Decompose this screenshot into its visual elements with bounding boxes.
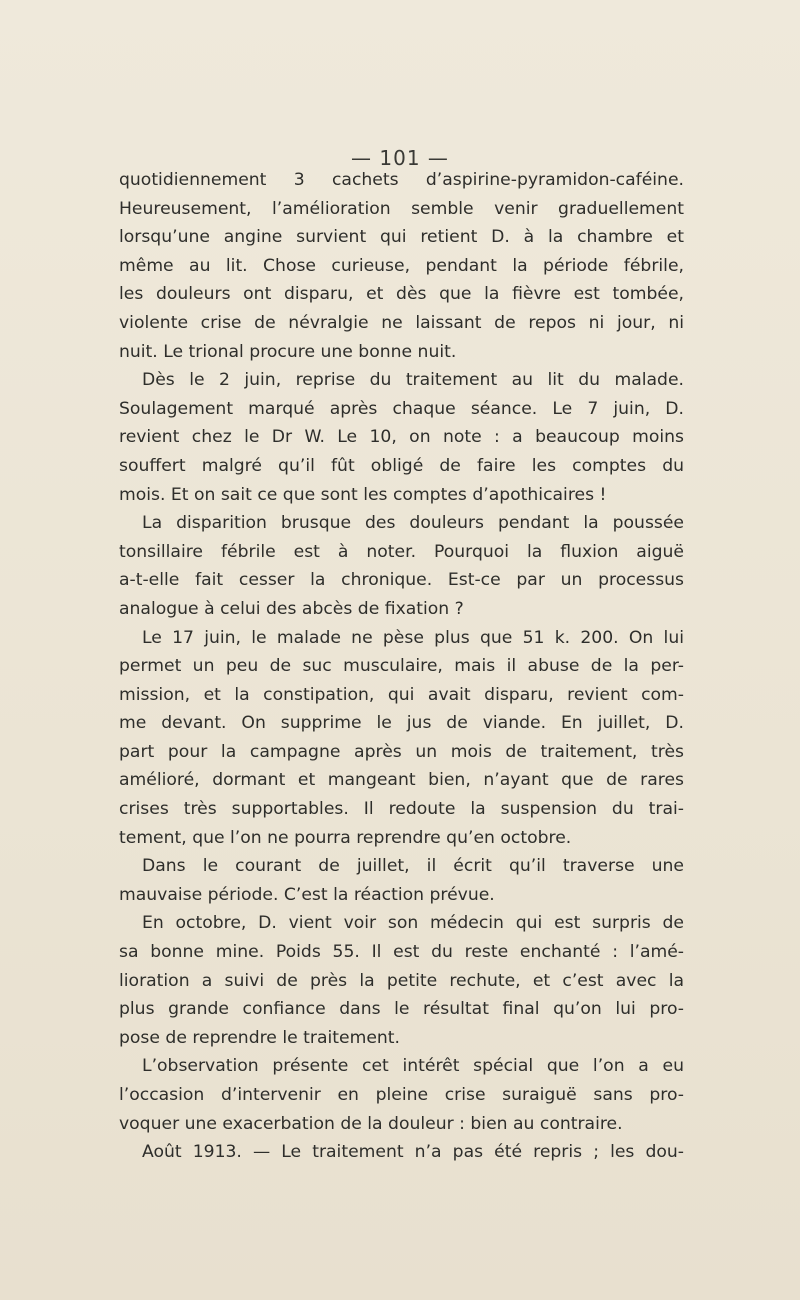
text-line: voquer une exacerbation de la douleur : bien au contraire.: [119, 1113, 623, 1134]
text-line: mois. Et on sait ce que sont les comptes d’apothicaires !: [119, 484, 607, 505]
text-line: sa bonne mine. Poids 55. Il est du reste enchanté : l’amé-: [119, 942, 684, 963]
text-line: revient chez le Dr W. Le 10, on note : a beaucoup moins: [119, 427, 684, 448]
text-line: nuit. Le trional procure une bonne nuit.: [119, 341, 457, 362]
text-line: En octobre, D. vient voir son médecin qui est surpris de: [142, 913, 684, 934]
text-line: Soulagement marqué après chaque séance. Le 7 juin, D.: [119, 398, 684, 419]
text-line: Le 17 juin, le malade ne pèse plus que 51 k. 200. On lui: [142, 627, 684, 648]
text-line: amélioré, dormant et mangeant bien, n’ayant que de rares: [119, 770, 684, 791]
text-line: Dans le courant de juillet, il écrit qu’il traverse une: [142, 856, 684, 877]
text-line: même au lit. Chose curieuse, pendant la période fébrile,: [119, 255, 684, 276]
text-line: crises très supportables. Il redoute la suspension du trai-: [119, 799, 684, 820]
page-number: — 101 —: [351, 146, 449, 170]
text-line: L’observation présente cet intérêt spécial que l’on a eu: [142, 1056, 684, 1077]
text-line: tement, que l’on ne pourra reprendre qu’en octobre.: [119, 827, 572, 848]
text-line: mission, et la constipation, qui avait disparu, revient com-: [119, 684, 684, 705]
text-line: Dès le 2 juin, reprise du traitement au lit du malade.: [142, 370, 684, 391]
text-line: a-t-elle fait cesser la chronique. Est-ce par un processus: [119, 570, 684, 591]
text-line: La disparition brusque des douleurs pendant la poussée: [142, 513, 684, 534]
text-line: part pour la campagne après un mois de traitement, très: [119, 741, 684, 762]
text-line: quotidiennement 3 cachets d’aspirine-pyramidon-caféine.: [119, 170, 684, 190]
text-line: violente crise de névralgie ne laissant de repos ni jour, ni: [119, 312, 684, 333]
text-line: lioration a suivi de près la petite rechute, et c’est avec la: [119, 970, 684, 991]
text-line: lorsqu’une angine survient qui retient D. à la chambre et: [119, 227, 684, 248]
text-line: analogue à celui des abcès de fixation ?: [119, 598, 464, 619]
text-line: Août 1913. — Le traitement n’a pas été repris ; les dou-: [142, 1142, 684, 1163]
text-line: me devant. On supprime le jus de viande. En juillet, D.: [119, 713, 684, 734]
text-line: Heureusement, l’amélioration semble venir graduellement: [119, 198, 684, 219]
text-line: plus grande confiance dans le résultat final qu’on lui pro-: [119, 999, 684, 1020]
text-line: les douleurs ont disparu, et dès que la fièvre est tombée,: [119, 284, 684, 305]
text-line: pose de reprendre le traitement.: [119, 1027, 400, 1048]
text-line: permet un peu de suc musculaire, mais il abuse de la per-: [119, 656, 684, 677]
body-text: [119, 166, 684, 1167]
text-line: tonsillaire fébrile est à noter. Pourquoi la fluxion aiguë: [119, 541, 684, 562]
text-line: l’occasion d’intervenir en pleine crise suraiguë sans pro-: [119, 1085, 684, 1105]
text-line: mauvaise période. C’est la réaction prévue.: [119, 884, 495, 905]
text-line: souffert malgré qu’il fût obligé de faire les comptes du: [119, 455, 684, 476]
